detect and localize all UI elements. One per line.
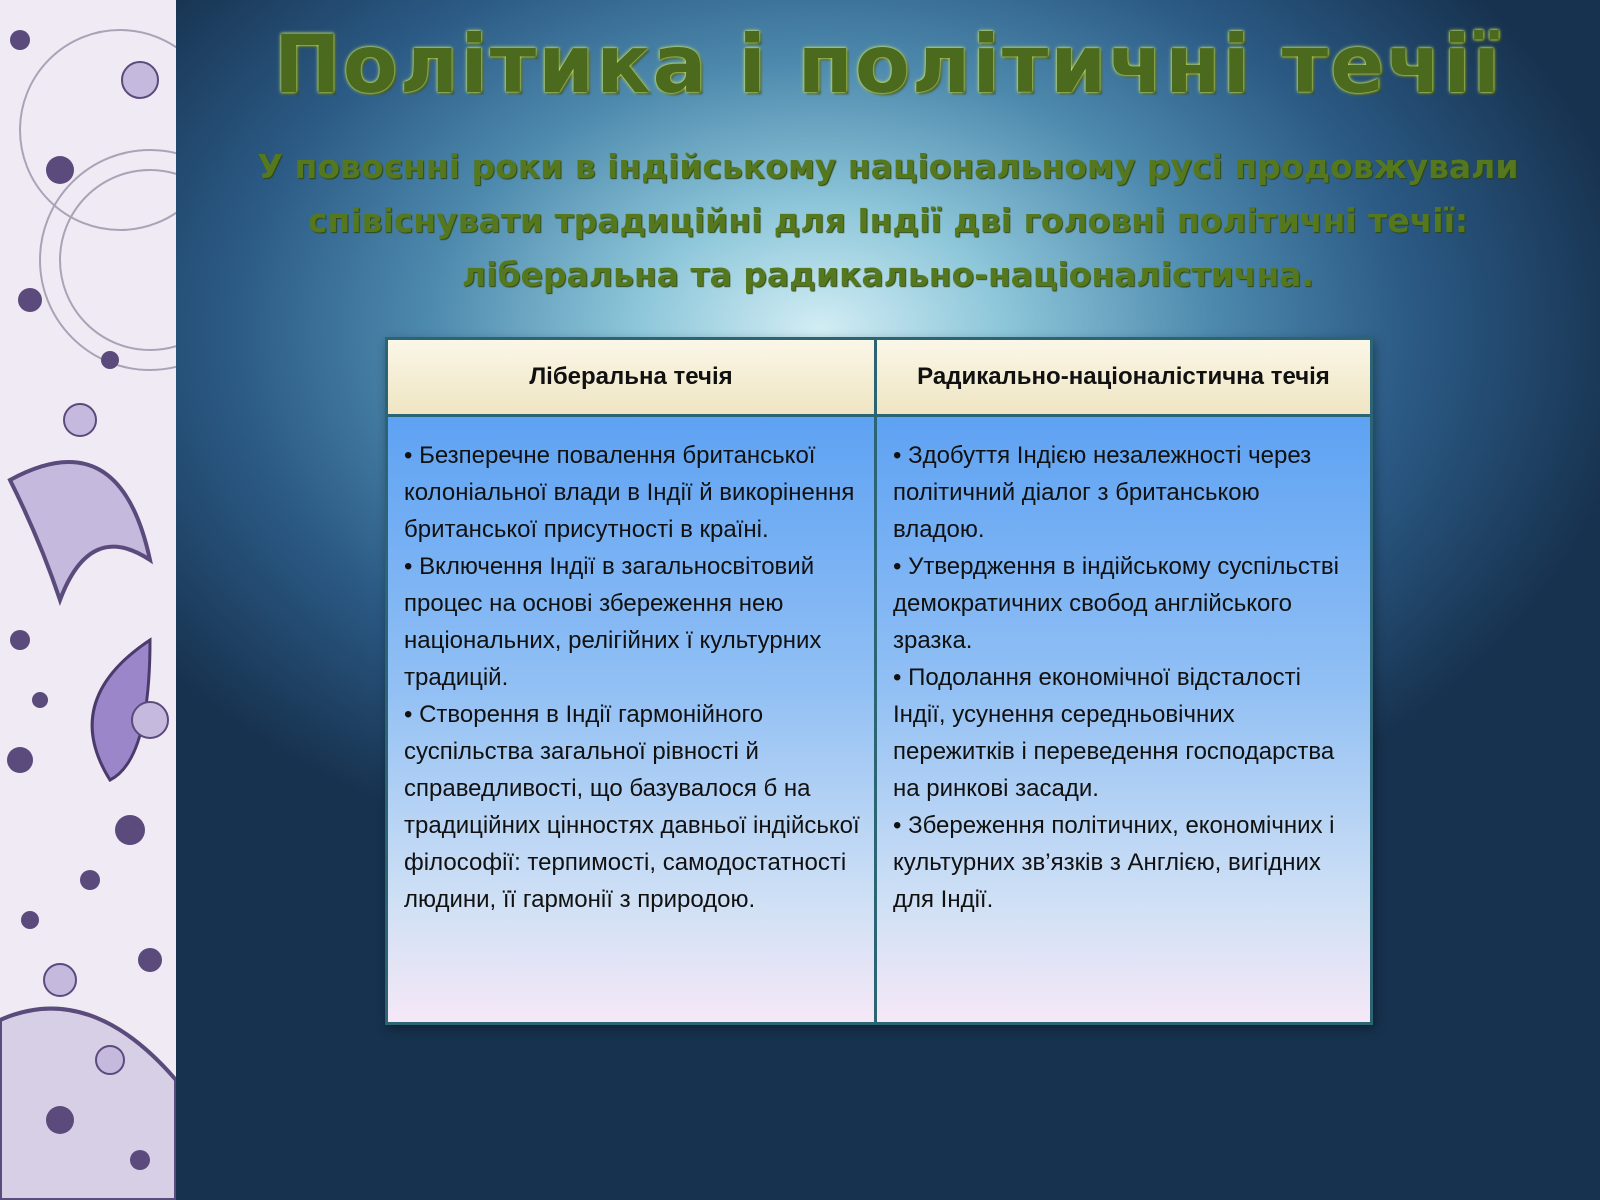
paisley-ornament-border	[0, 0, 176, 1200]
liberal-point: • Безперечне повалення британської колоніальної влади в Індії й викорінення британської присутності в країні.	[404, 442, 855, 543]
radical-cell	[877, 417, 1370, 1022]
header-liberal: Ліберальна течія	[388, 340, 874, 414]
comparison-table	[385, 337, 1373, 1025]
radical-point: • Подолання економічної відсталості Індії, усунення середньовічних пережитків і переведення господарства на ринкові засади.	[893, 664, 1335, 802]
liberal-cell	[388, 417, 874, 1022]
radical-point: • Утвердження в індійському суспільстві демократичних свобод англійського зразка.	[893, 553, 1339, 654]
liberal-point: • Створення в Індії гармонійного суспільства загальної рівності й справедливості, що базувалося б на традиційних цінностях давньої індійської філософії: терпимості, самодостатності людини, її гармонії з природою.	[404, 701, 860, 913]
slide-title: Політика і політичні течії	[273, 18, 1503, 111]
radical-point: • Збереження політичних, економічних і культурних зв’язків з Англією, вигідних для Індії.	[893, 812, 1335, 913]
intro-text: У повоєнні роки в індійському національному русі продовжували співіснувати традиційні для Індії дві головні політичні течії: ліберальна та радикально-націоналістична.	[257, 147, 1519, 294]
header-radical: Радикально-націоналістична течія	[877, 340, 1370, 414]
liberal-point: • Включення Індії в загальносвітовий процес на основі збереження нею національних, релігійних ї культурних традицій.	[404, 553, 822, 691]
paisley-pattern-image	[0, 0, 176, 1200]
radical-point: • Здобуття Індією незалежності через політичний діалог з британською владою.	[893, 442, 1312, 543]
